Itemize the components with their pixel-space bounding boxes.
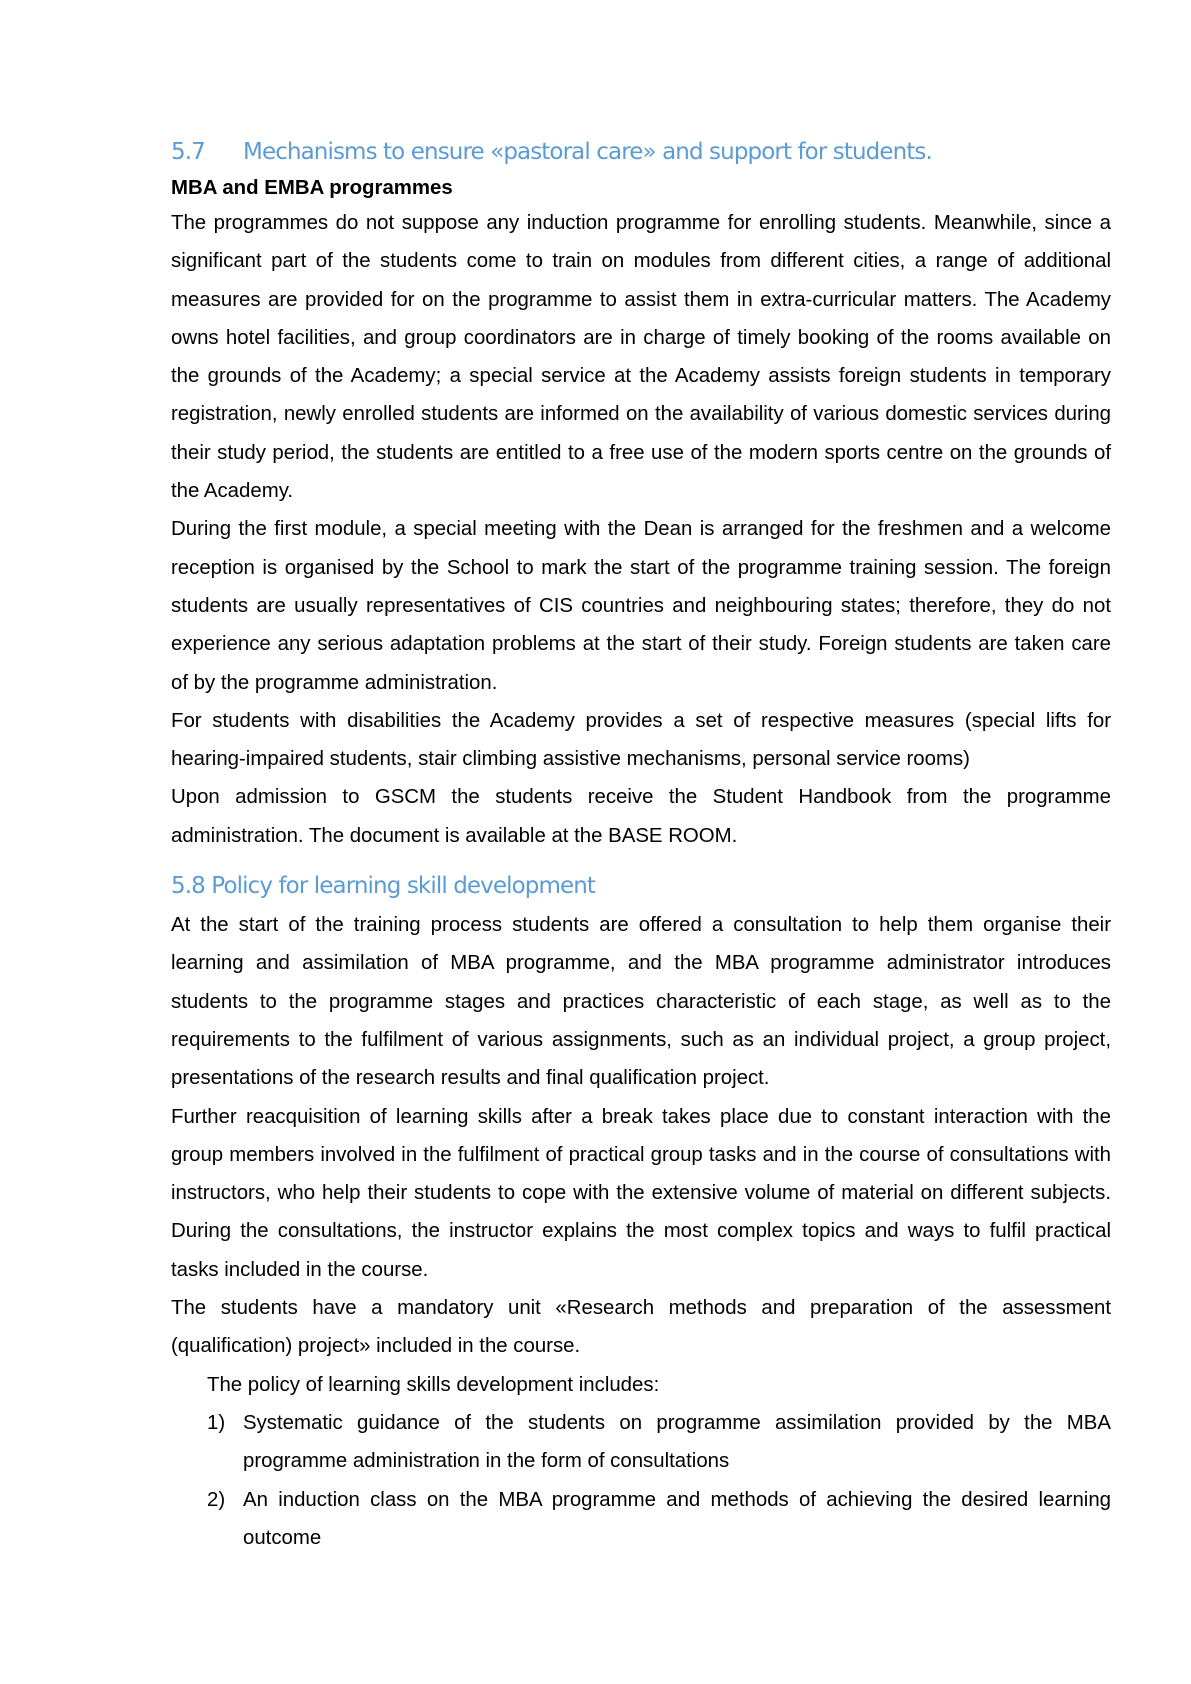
section-5-7-paragraph-4: Upon admission to GSCM the students receive the Student Handbook from the programme administration. The document is available at the BASE ROOM. [171,786,1111,847]
section-5-8-heading: 5.8 Policy for learning skill development [171,873,596,900]
policy-list-item-1 [171,1404,1111,1481]
policy-list-item-2 [171,1481,1111,1558]
policy-list-marker-1: 1) [207,1411,226,1434]
section-5-7-paragraph-3: For students with disabilities the Academy provides a set of respective measures (special lifts for hearing-impaired students, stair climbing assistive mechanisms, personal service rooms) [171,709,1111,771]
section-5-7-paragraph-2: During the first module, a special meeting with the Dean is arranged for the freshmen and a welcome reception is organised by the School to mark the start of the programme training session. The foreign students are usually representatives of CIS countries and neighbouring states; therefore, they do not experience any serious adaptation problems at the start of their study. Foreign students are taken care of by the programme administration. [171,518,1111,694]
section-5-7-title: Mechanisms to ensure «pastoral care» and support for students. [243,139,932,165]
section-5-7-number: 5.7 [171,139,205,165]
section-5-8-paragraph-3: The students have a mandatory unit «Research methods and preparation of the assessment (qualification) project» included in the course. [171,1297,1111,1358]
section-5-7-subheading: MBA and EMBA programmes [171,177,453,199]
section-5-7-heading [171,132,1111,172]
section-5-8-paragraph-1: At the start of the training process students are offered a consultation to help them organise their learning and assimilation of MBA programme, and the MBA programme administrator introduces students to the programme stages and practices characteristic of each stage, as well as to the requirements to the fulfilment of various assignments, such as an individual project, a group project, presentations of the research results and final qualification project. [171,914,1111,1090]
section-5-7-paragraph-1: The programmes do not suppose any induction programme for enrolling students. Meanwhile, since a significant part of the students come to train on modules from different cities, a range of additional measures are provided for on the programme to assist them in extra-curricular matters. The Academy owns hotel facilities, and group coordinators are in charge of timely booking of the rooms available on the grounds of the Academy; a special service at the Academy assists foreign students in temporary registration, newly enrolled students are informed on the availability of various domestic services during their study period, the students are entitled to a free use of the modern sports centre on the grounds of the Academy. [171,212,1111,503]
policy-list-text-1: Systematic guidance of the students on programme assimilation provided by the MBA programme administration in the form of consultations [243,1411,1111,1473]
policy-list [171,1404,1111,1557]
section-5-8-paragraph-2: Further reacquisition of learning skills after a break takes place due to constant interaction with the group members involved in the fulfilment of practical group tasks and in the course of consultations with instructors, who help their students to cope with the extensive volume of material on different subjects. During the consultations, the instructor explains the most complex topics and ways to fulfil practical tasks included in the course. [171,1105,1111,1281]
page-content [171,132,1111,1557]
policy-list-text-2: An induction class on the MBA programme and methods of achieving the desired learning outcome [243,1488,1111,1549]
section-5-8-list-intro: The policy of learning skills development includes: [207,1373,660,1396]
policy-list-marker-2: 2) [207,1488,226,1511]
